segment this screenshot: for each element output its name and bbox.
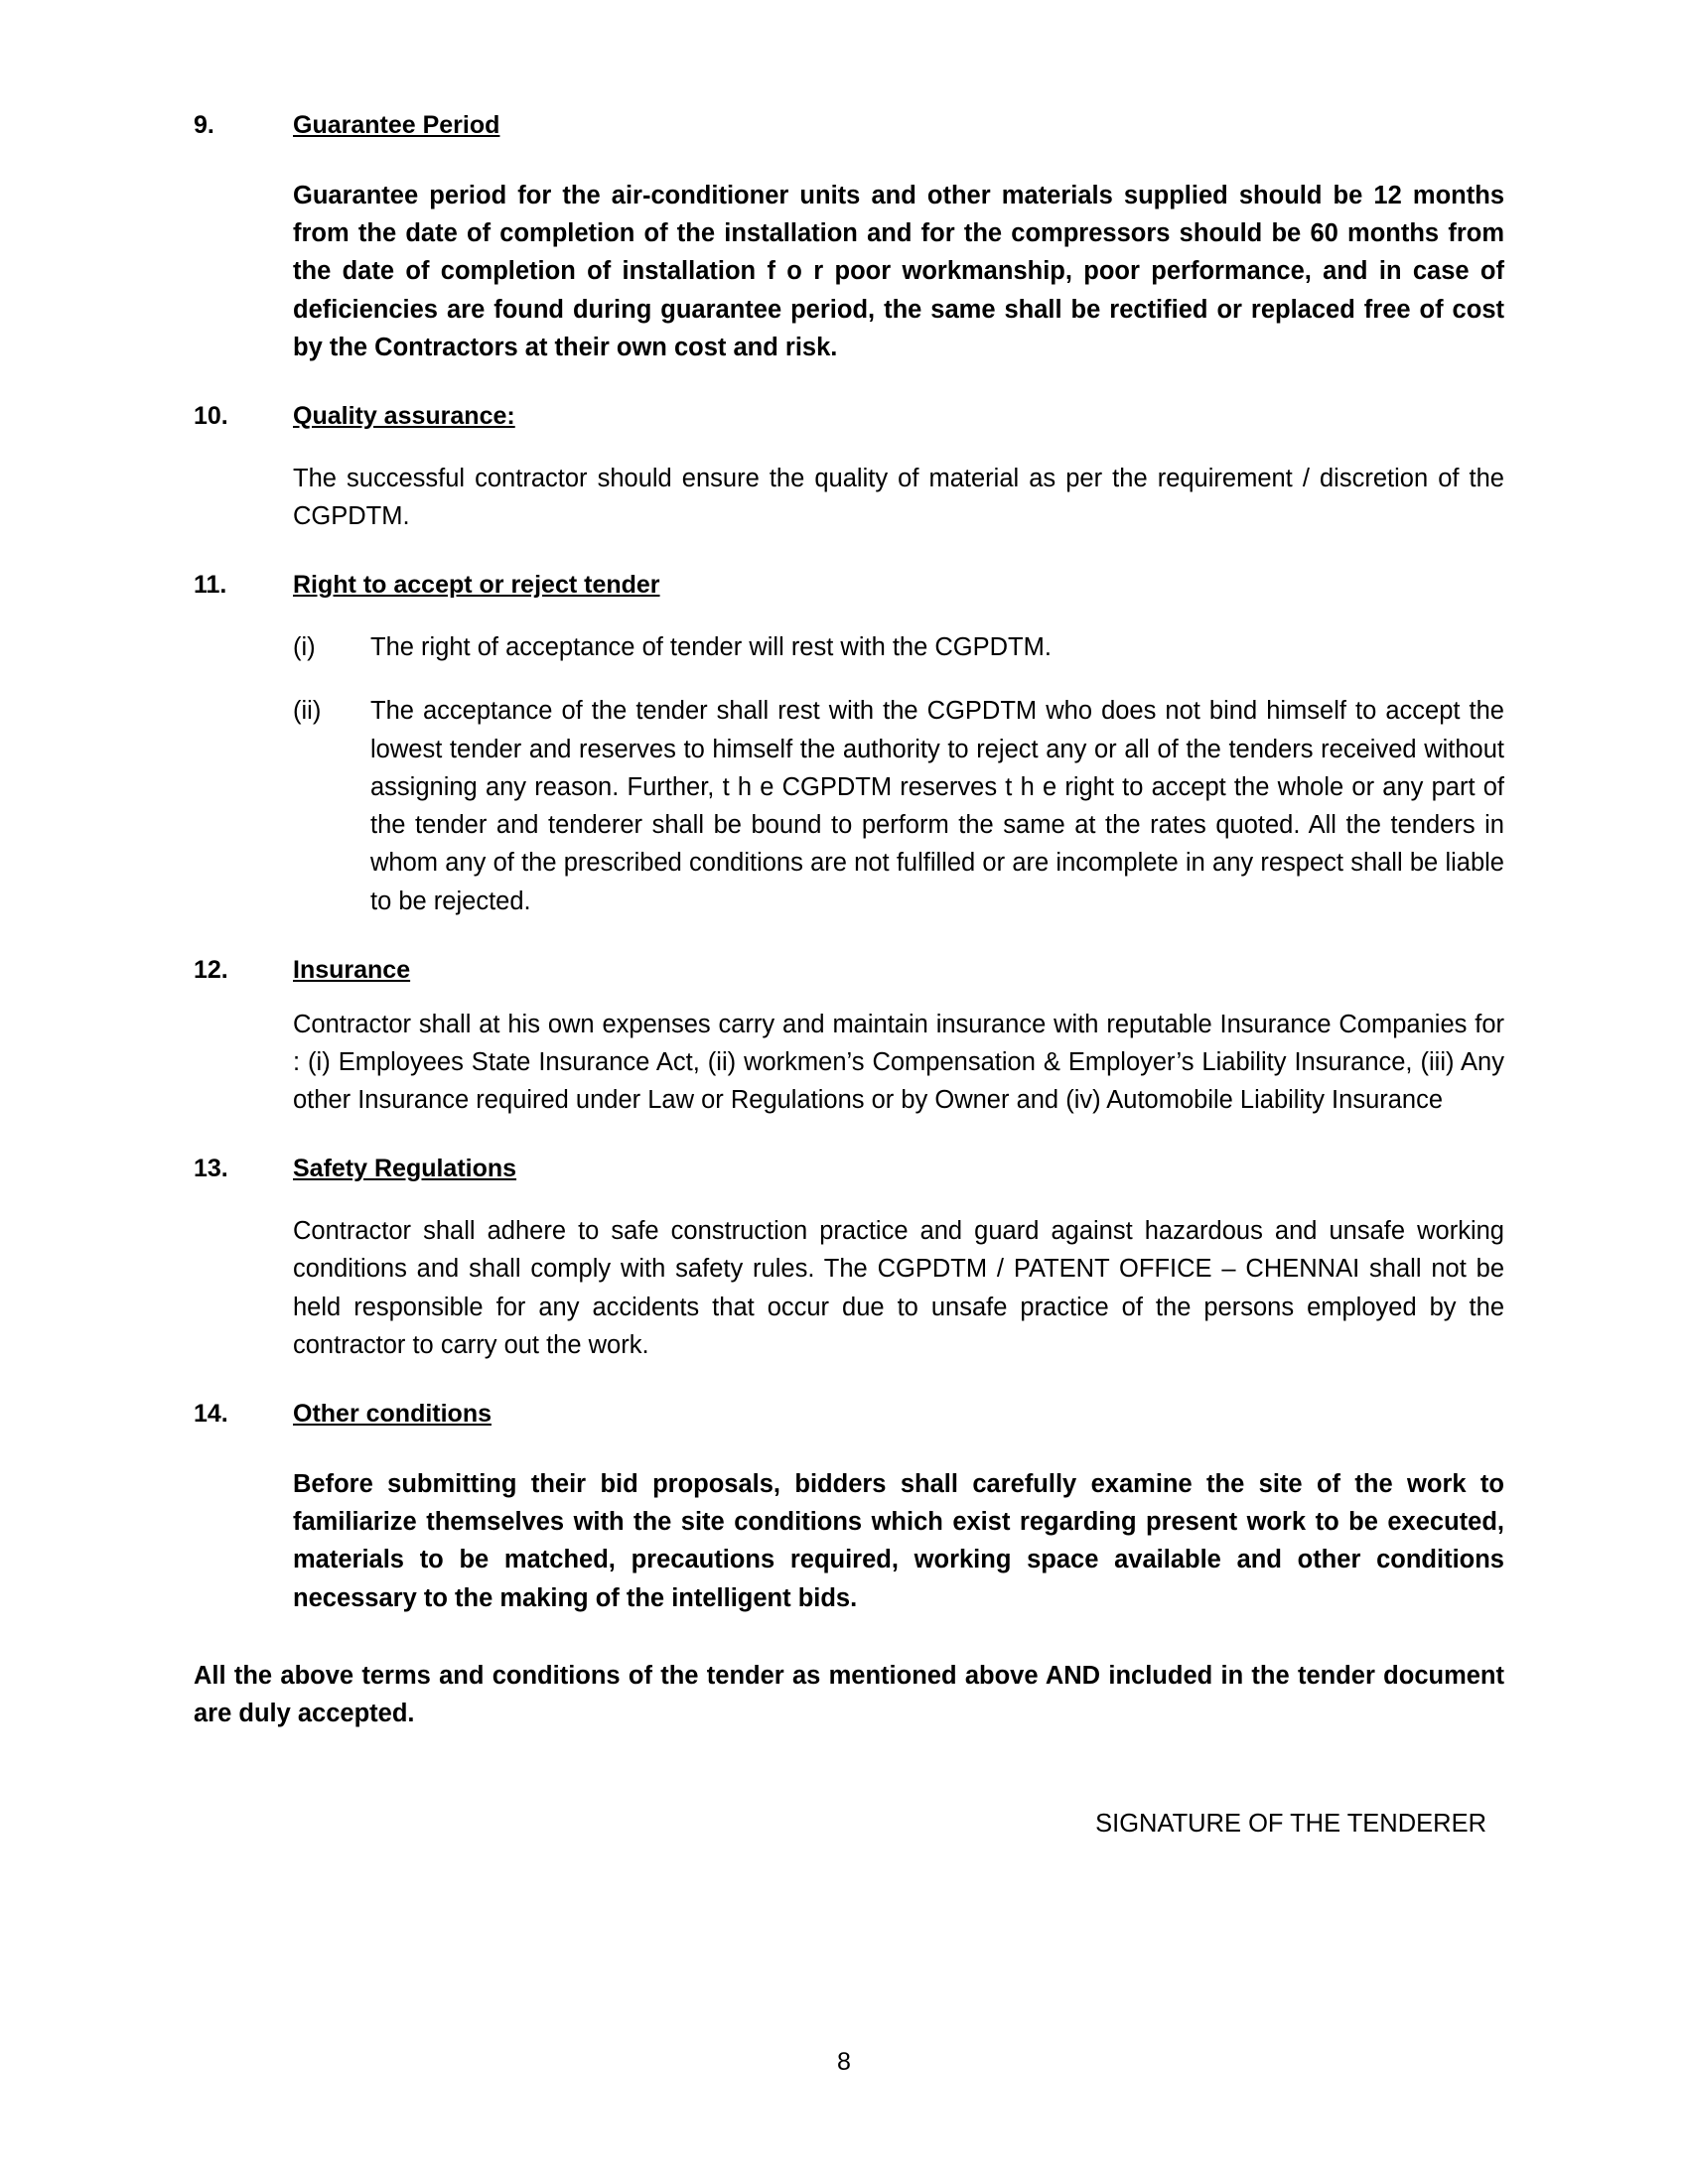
clause-number-12: 12. bbox=[194, 955, 228, 984]
clause-title-13: Safety Regulations bbox=[293, 1155, 517, 1183]
page-number: 8 bbox=[837, 2048, 851, 2076]
list-text: The acceptance of the tender shall rest with the CGPDTM who does not bind himself to accept the lowest tender and reserves to himself the authority to reject any or all of the tenders received without assigning any reason. Further, t h e CGPDTM reserves t h e right to accept the whole or any part of the tender and tenderer shall be bound to perform the same at the rates quoted. All the tenders in whom any of the prescribed conditions are not fulfilled or are incomplete in any respect shall be liable to be rejected. bbox=[370, 697, 1504, 915]
clause-number-9: 9. bbox=[194, 111, 214, 139]
list-item bbox=[293, 628, 1504, 666]
clause-title-10: Quality assurance: bbox=[293, 402, 515, 430]
clause-number-13: 13. bbox=[194, 1155, 228, 1183]
list-marker: (ii) bbox=[293, 697, 322, 726]
spacer bbox=[194, 1364, 1504, 1398]
clause-number-14: 14. bbox=[194, 1400, 228, 1428]
clause-11-list bbox=[293, 628, 1504, 920]
spacer bbox=[194, 1119, 1504, 1153]
closing-statement: All the above terms and conditions of the tender as mentioned above AND included in the tender document are duly accepted. bbox=[194, 1661, 1504, 1727]
clause-heading-13 bbox=[194, 1153, 1504, 1186]
spacer bbox=[194, 366, 1504, 400]
clause-heading-9 bbox=[194, 109, 1504, 143]
clause-heading-14 bbox=[194, 1398, 1504, 1432]
clause-title-12: Insurance bbox=[293, 955, 411, 984]
list-item bbox=[293, 692, 1504, 920]
spacer bbox=[194, 603, 1504, 628]
clause-heading-11 bbox=[194, 569, 1504, 603]
list-text: The right of acceptance of tender will rest with the CGPDTM. bbox=[370, 633, 1052, 661]
clause-title-14: Other conditions bbox=[293, 1400, 492, 1428]
spacer bbox=[194, 535, 1504, 569]
clause-body-14: Before submitting their bid proposals, bidders shall carefully examine the site of the work to familiarize themselves with the site conditions which exist regarding present work to be executed, materials to be matched, precautions required, working space available and other conditions necessary to the making of the intelligent bids. bbox=[293, 1469, 1504, 1612]
spacer bbox=[194, 1432, 1504, 1465]
signature-of-tenderer: SIGNATURE OF THE TENDERER bbox=[1095, 1810, 1486, 1839]
spacer bbox=[194, 988, 1504, 1006]
spacer bbox=[293, 666, 1504, 692]
clause-body-12: Contractor shall at his own expenses carry and maintain insurance with reputable Insurance Companies for : (i) Employees State Insurance Act, (ii) workmen’s Compensation & Employer’s Liability Insurance, (iii) Any other Insurance required under Law or Regulations or by Owner and (iv) Automobile Liability Insurance bbox=[293, 1010, 1504, 1114]
clause-body-10: The successful contractor should ensure the quality of material as per the requirement / discretion of the CGPDTM. bbox=[293, 464, 1504, 530]
clause-title-11: Right to accept or reject tender bbox=[293, 571, 660, 600]
spacer bbox=[194, 143, 1504, 177]
spacer bbox=[194, 434, 1504, 460]
clause-body-9: Guarantee period for the air-conditioner units and other materials supplied should be 12 months from the date of completion of the installation and for the compressors should be 60 months from the date of completion of installation f o r poor workmanship, poor performance, and in case of deficiencies are found during guarantee period, the same shall be rectified or replaced free of cost by the Contractors at their own cost and risk. bbox=[293, 181, 1504, 361]
clause-heading-10 bbox=[194, 400, 1504, 434]
clause-number-10: 10. bbox=[194, 402, 228, 430]
spacer bbox=[194, 1186, 1504, 1212]
clause-body-13: Contractor shall adhere to safe construction practice and guard against hazardous and unsafe working conditions and shall comply with safety rules. The CGPDTM / PATENT OFFICE – CHENNAI shall not be held responsible for any accidents that occur due to unsafe practice of the persons employed by the contractor to carry out the work. bbox=[293, 1217, 1504, 1359]
clause-title-9: Guarantee Period bbox=[293, 111, 500, 139]
clause-number-11: 11. bbox=[194, 571, 227, 600]
list-marker: (i) bbox=[293, 633, 316, 661]
spacer bbox=[194, 920, 1504, 954]
clause-heading-12 bbox=[194, 954, 1504, 988]
